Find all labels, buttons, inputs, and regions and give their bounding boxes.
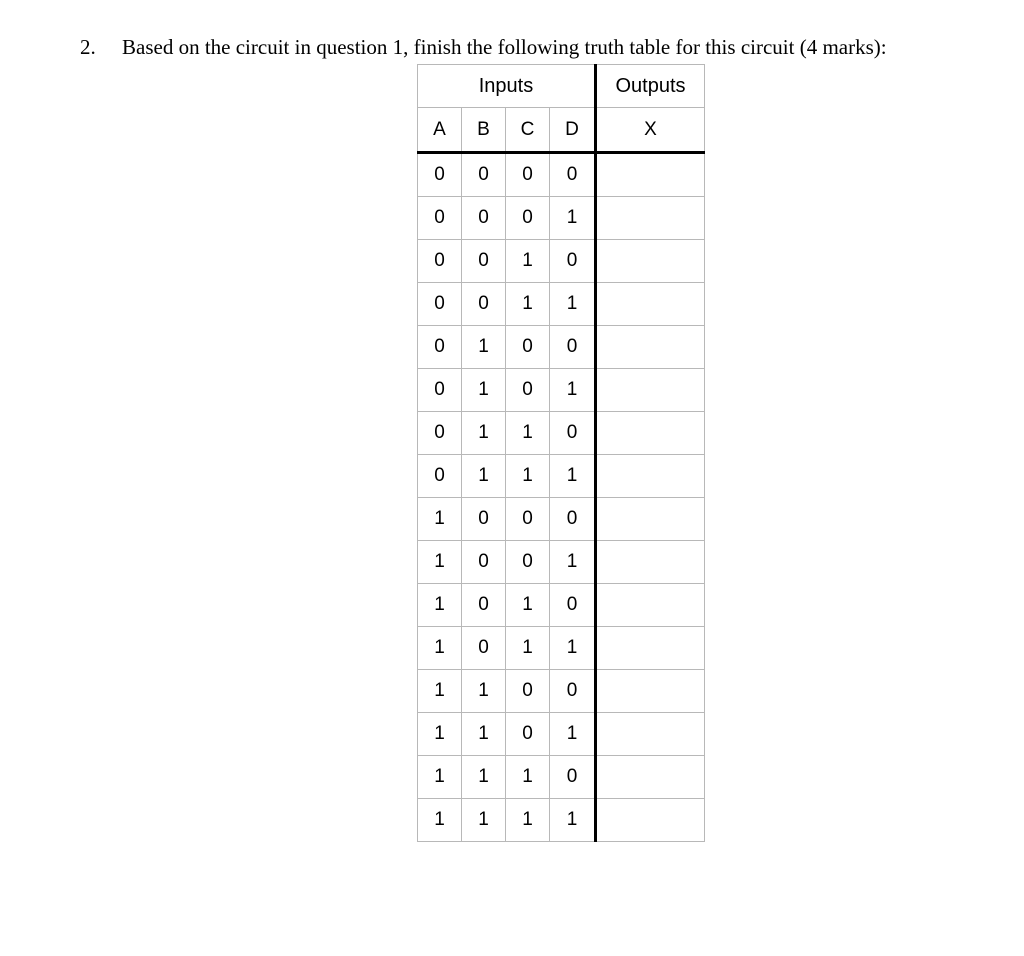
cell-x[interactable] [596, 756, 705, 799]
table-row [418, 541, 705, 584]
cell-d: 0 [550, 326, 596, 369]
cell-c: 0 [506, 670, 550, 713]
cell-c: 0 [506, 326, 550, 369]
cell-x[interactable] [596, 412, 705, 455]
group-header-row [418, 65, 705, 108]
cell-c: 1 [506, 240, 550, 283]
table-row [418, 498, 705, 541]
table-row [418, 369, 705, 412]
cell-b: 0 [462, 283, 506, 326]
cell-d: 1 [550, 541, 596, 584]
truth-table [417, 64, 705, 842]
cell-d: 1 [550, 283, 596, 326]
cell-c: 0 [506, 713, 550, 756]
cell-a: 0 [418, 455, 462, 498]
cell-x[interactable] [596, 498, 705, 541]
cell-c: 1 [506, 412, 550, 455]
cell-b: 0 [462, 498, 506, 541]
table-row [418, 627, 705, 670]
cell-d: 0 [550, 240, 596, 283]
cell-a: 1 [418, 713, 462, 756]
table-row [418, 670, 705, 713]
cell-b: 1 [462, 455, 506, 498]
cell-b: 0 [462, 153, 506, 197]
cell-a: 1 [418, 756, 462, 799]
cell-b: 1 [462, 670, 506, 713]
cell-x[interactable] [596, 240, 705, 283]
table-row [418, 326, 705, 369]
cell-x[interactable] [596, 283, 705, 326]
cell-x[interactable] [596, 326, 705, 369]
cell-b: 0 [462, 627, 506, 670]
cell-a: 0 [418, 240, 462, 283]
cell-d: 1 [550, 799, 596, 842]
cell-a: 1 [418, 498, 462, 541]
cell-b: 1 [462, 369, 506, 412]
column-header-x: X [596, 108, 705, 153]
question-prompt: Based on the circuit in question 1, finish the following truth table for this circuit (4 marks): [122, 35, 887, 59]
question-number: 2. [80, 35, 96, 59]
cell-b: 1 [462, 326, 506, 369]
table-row [418, 197, 705, 240]
cell-a: 0 [418, 326, 462, 369]
cell-d: 0 [550, 153, 596, 197]
cell-x[interactable] [596, 455, 705, 498]
cell-c: 1 [506, 627, 550, 670]
cell-a: 1 [418, 627, 462, 670]
cell-x[interactable] [596, 153, 705, 197]
cell-a: 0 [418, 412, 462, 455]
table-row [418, 412, 705, 455]
cell-b: 0 [462, 197, 506, 240]
cell-a: 0 [418, 153, 462, 197]
table-row [418, 713, 705, 756]
inputs-header: Inputs [418, 65, 596, 108]
column-header-c: C [506, 108, 550, 153]
cell-d: 1 [550, 197, 596, 240]
column-header-row [418, 108, 705, 153]
table-row [418, 455, 705, 498]
table-row [418, 153, 705, 197]
column-header-b: B [462, 108, 506, 153]
cell-x[interactable] [596, 670, 705, 713]
cell-d: 0 [550, 498, 596, 541]
cell-x[interactable] [596, 713, 705, 756]
cell-a: 0 [418, 197, 462, 240]
cell-c: 0 [506, 153, 550, 197]
cell-a: 1 [418, 670, 462, 713]
cell-c: 0 [506, 197, 550, 240]
cell-c: 1 [506, 799, 550, 842]
cell-d: 0 [550, 584, 596, 627]
cell-b: 1 [462, 756, 506, 799]
cell-b: 0 [462, 541, 506, 584]
cell-x[interactable] [596, 584, 705, 627]
table-row [418, 283, 705, 326]
cell-b: 0 [462, 240, 506, 283]
cell-d: 0 [550, 670, 596, 713]
question-text [80, 35, 887, 60]
cell-b: 0 [462, 584, 506, 627]
column-header-a: A [418, 108, 462, 153]
cell-c: 0 [506, 498, 550, 541]
cell-b: 1 [462, 799, 506, 842]
cell-c: 0 [506, 369, 550, 412]
column-header-d: D [550, 108, 596, 153]
cell-a: 1 [418, 541, 462, 584]
cell-x[interactable] [596, 369, 705, 412]
cell-a: 1 [418, 584, 462, 627]
cell-d: 1 [550, 369, 596, 412]
cell-x[interactable] [596, 627, 705, 670]
table-row [418, 756, 705, 799]
table-row [418, 584, 705, 627]
cell-x[interactable] [596, 541, 705, 584]
cell-d: 1 [550, 455, 596, 498]
cell-c: 0 [506, 541, 550, 584]
cell-a: 0 [418, 369, 462, 412]
outputs-header: Outputs [596, 65, 705, 108]
cell-c: 1 [506, 584, 550, 627]
cell-c: 1 [506, 283, 550, 326]
cell-d: 1 [550, 627, 596, 670]
cell-a: 0 [418, 283, 462, 326]
table-row [418, 240, 705, 283]
cell-d: 1 [550, 713, 596, 756]
cell-c: 1 [506, 756, 550, 799]
cell-a: 1 [418, 799, 462, 842]
cell-c: 1 [506, 455, 550, 498]
cell-d: 0 [550, 412, 596, 455]
cell-x[interactable] [596, 197, 705, 240]
cell-b: 1 [462, 412, 506, 455]
table-row [418, 799, 705, 842]
cell-x[interactable] [596, 799, 705, 842]
cell-b: 1 [462, 713, 506, 756]
cell-d: 0 [550, 756, 596, 799]
